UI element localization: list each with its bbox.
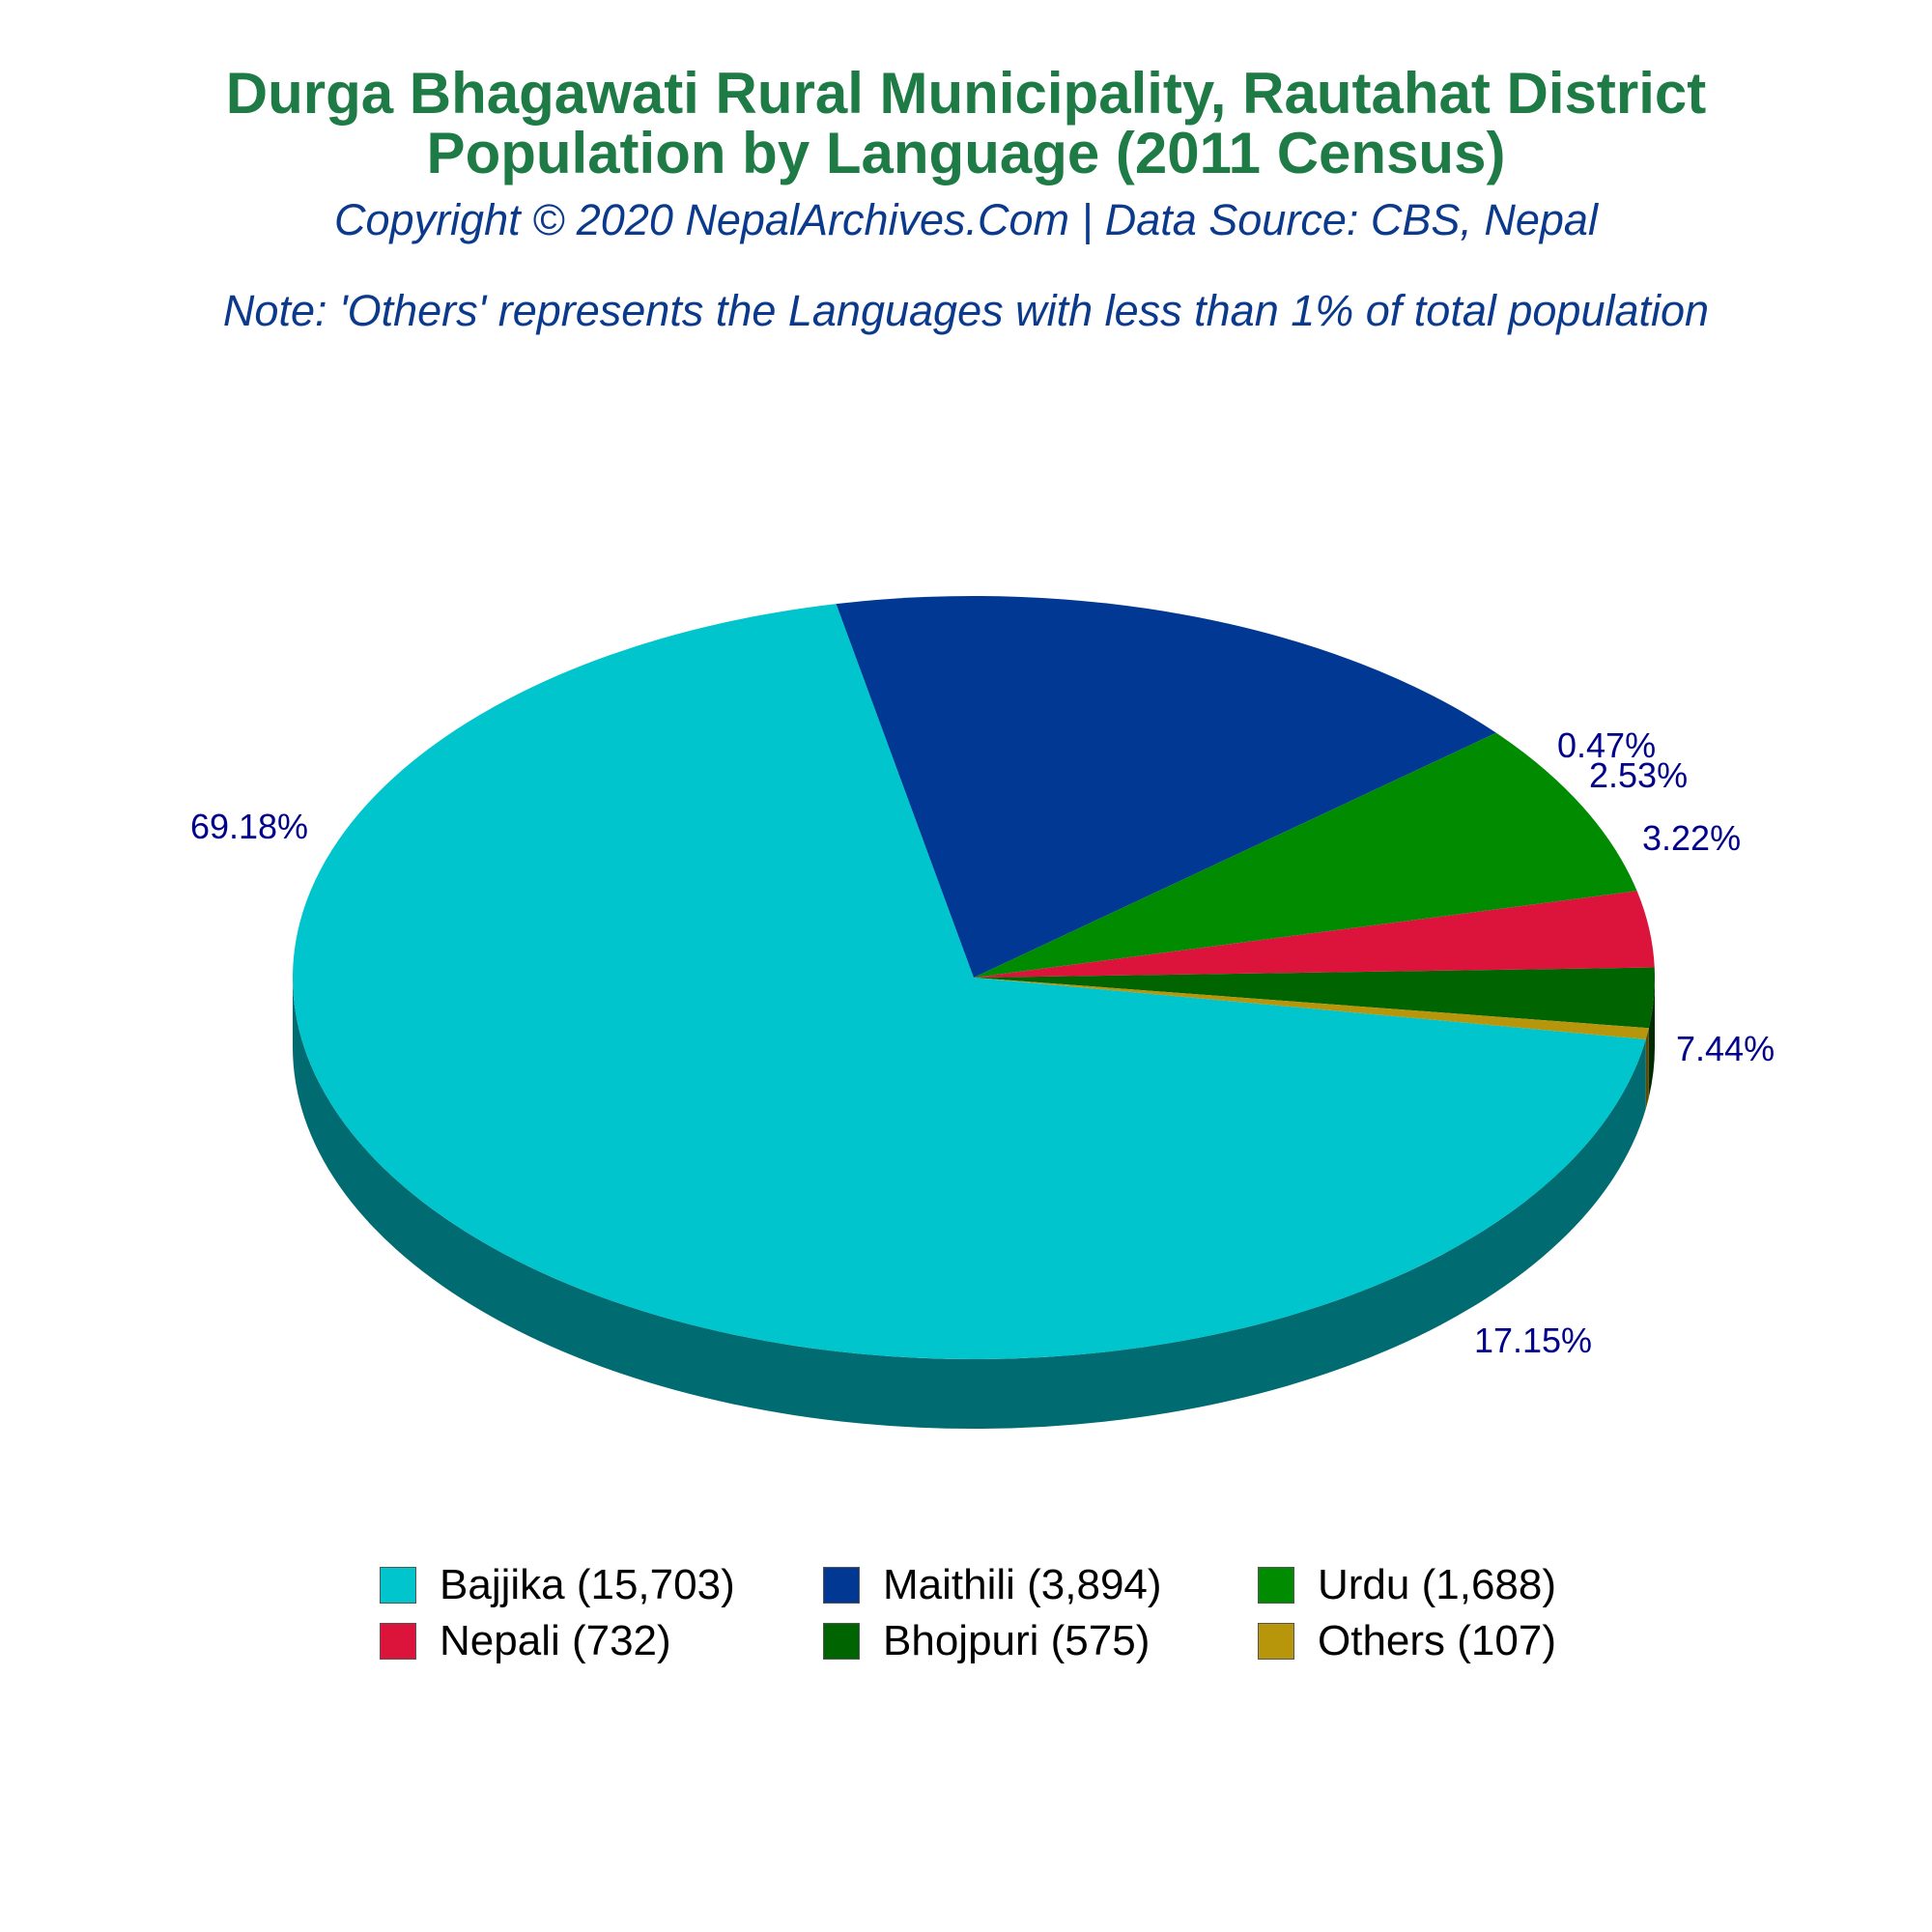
legend-swatch-bajjika bbox=[380, 1567, 416, 1604]
chart-title-line2: Population by Language (2011 Census) bbox=[426, 121, 1506, 185]
chart-title: Durga Bhagawati Rural Municipality, Rautahat District bbox=[225, 61, 1707, 126]
legend-item-bajjika bbox=[380, 1560, 735, 1610]
legend-item-maithili bbox=[823, 1560, 1162, 1610]
legend-swatch-maithili bbox=[823, 1567, 860, 1604]
legend-item-urdu bbox=[1258, 1560, 1556, 1610]
legend-swatch-urdu bbox=[1258, 1567, 1294, 1604]
pie-label-bhojpuri: 2.53% bbox=[1589, 755, 1689, 795]
pie-top-faces bbox=[293, 596, 1655, 1359]
legend-label-bhojpuri: Bhojpuri (575) bbox=[883, 1617, 1151, 1664]
legend-label-maithili: Maithili (3,894) bbox=[883, 1561, 1162, 1608]
pie-label-nepali: 3.22% bbox=[1642, 818, 1742, 858]
chart-subtitle: Copyright © 2020 NepalArchives.Com | Data Source: CBS, Nepal bbox=[334, 195, 1598, 244]
pie-side-others bbox=[1646, 1028, 1649, 1109]
pie-label-maithili: 17.15% bbox=[1473, 1321, 1593, 1360]
legend-item-others bbox=[1258, 1616, 1556, 1666]
pie-label-bajjika: 69.18% bbox=[189, 807, 309, 846]
legend-label-nepali: Nepali (732) bbox=[440, 1617, 671, 1664]
pie-label-others: 0.47% bbox=[1557, 725, 1657, 765]
legend-item-nepali bbox=[380, 1616, 671, 1666]
legend-label-bajjika: Bajjika (15,703) bbox=[440, 1561, 735, 1608]
legend-swatch-others bbox=[1258, 1623, 1294, 1660]
legend-label-others: Others (107) bbox=[1318, 1617, 1556, 1664]
chart-note: Note: 'Others' represents the Languages with less than 1% of total population bbox=[222, 286, 1710, 335]
legend-item-bhojpuri bbox=[823, 1616, 1150, 1666]
legend-swatch-nepali bbox=[380, 1623, 416, 1660]
legend-swatch-bhojpuri bbox=[823, 1623, 860, 1660]
pie-label-urdu: 7.44% bbox=[1676, 1029, 1776, 1068]
legend-label-urdu: Urdu (1,688) bbox=[1318, 1561, 1557, 1608]
